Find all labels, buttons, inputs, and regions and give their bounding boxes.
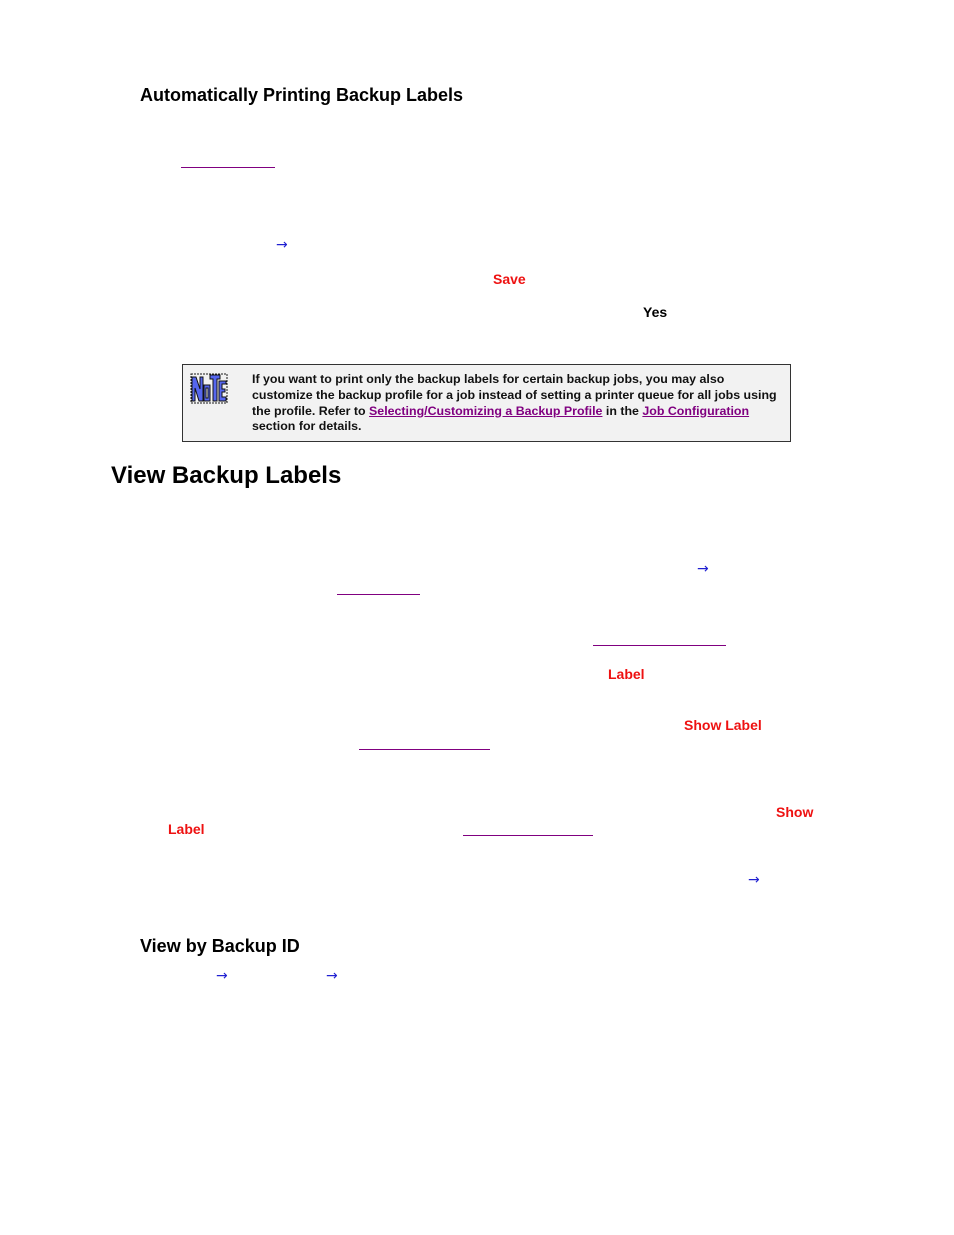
note-text	[252, 372, 782, 435]
note-icon	[190, 371, 228, 405]
show-label-button-reference: Show Label	[684, 717, 762, 733]
menu-path-arrow-icon: →	[276, 237, 288, 253]
show-label-button-reference-part-2: Label	[168, 821, 205, 837]
section-heading-view-backup-labels: View Backup Labels	[111, 462, 342, 489]
section-heading-auto-print: Automatically Printing Backup Labels	[140, 85, 464, 105]
yes-button-reference: Yes	[643, 304, 668, 320]
hyperlink-underline[interactable]	[181, 167, 275, 168]
section-heading-view-by-backup-id: View by Backup ID	[140, 936, 300, 956]
show-label-button-reference-part-1: Show	[776, 804, 814, 820]
link-selecting-customizing-backup-profile[interactable]: Selecting/Customizing a Backup Profile	[369, 403, 603, 418]
menu-path-arrow-icon: →	[748, 872, 760, 888]
menu-path-arrow-icon: →	[326, 968, 338, 984]
note-box	[182, 364, 791, 442]
save-button-reference: Save	[493, 271, 526, 287]
link-job-configuration[interactable]: Job Configuration	[642, 403, 750, 418]
hyperlink-underline[interactable]	[593, 645, 726, 646]
note-text-part-3: section for details.	[252, 419, 362, 434]
hyperlink-underline[interactable]	[337, 594, 420, 595]
menu-path-arrow-icon: →	[697, 561, 709, 577]
label-button-reference: Label	[608, 666, 645, 682]
note-text-part-2: in the	[602, 403, 643, 418]
hyperlink-underline[interactable]	[359, 749, 490, 750]
menu-path-arrow-icon: →	[216, 968, 228, 984]
note-text-part-1: If you want to print only the backup labels for certain backup jobs, you may also customize the backup profile for a job instead of setting a printer queue for all jobs using the profile. Refer to	[252, 372, 777, 418]
hyperlink-underline[interactable]	[463, 835, 593, 836]
